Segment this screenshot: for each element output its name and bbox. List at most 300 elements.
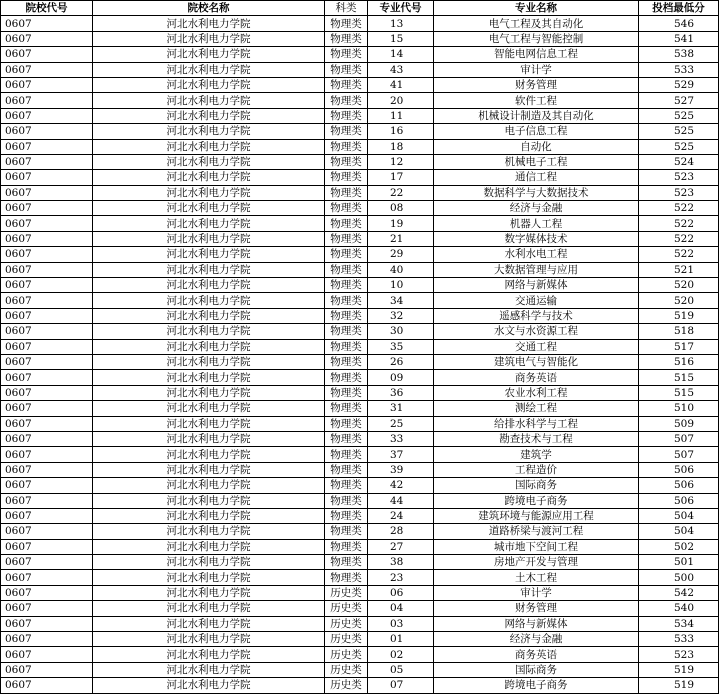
major-name-cell: 机械电子工程 bbox=[434, 154, 639, 169]
school-name-cell: 河北水利电力学院 bbox=[93, 385, 325, 400]
school-code-cell: 0607 bbox=[1, 247, 93, 262]
major-name-cell: 房地产开发与管理 bbox=[434, 555, 639, 570]
min-score-cell: 521 bbox=[639, 262, 719, 277]
major-name-cell: 商务英语 bbox=[434, 370, 639, 385]
major-name-cell: 给排水科学与工程 bbox=[434, 416, 639, 431]
min-score-cell: 534 bbox=[639, 616, 719, 631]
major-code-cell: 21 bbox=[368, 231, 434, 246]
major-code-cell: 08 bbox=[368, 201, 434, 216]
min-score-cell: 525 bbox=[639, 139, 719, 154]
major-code-cell: 30 bbox=[368, 324, 434, 339]
major-name-cell: 国际商务 bbox=[434, 662, 639, 677]
school-name-cell: 河北水利电力学院 bbox=[93, 493, 325, 508]
major-code-cell: 26 bbox=[368, 354, 434, 369]
major-code-cell: 09 bbox=[368, 370, 434, 385]
school-code-cell: 0607 bbox=[1, 555, 93, 570]
min-score-cell: 502 bbox=[639, 539, 719, 554]
major-code-cell: 04 bbox=[368, 601, 434, 616]
school-name-cell: 河北水利电力学院 bbox=[93, 278, 325, 293]
min-score-cell: 519 bbox=[639, 662, 719, 677]
school-code-cell: 0607 bbox=[1, 508, 93, 523]
subject-category-cell: 物理类 bbox=[325, 170, 368, 185]
major-code-cell: 12 bbox=[368, 154, 434, 169]
subject-category-cell: 物理类 bbox=[325, 216, 368, 231]
major-code-cell: 11 bbox=[368, 108, 434, 123]
subject-category-cell: 物理类 bbox=[325, 185, 368, 200]
table-row bbox=[1, 478, 719, 493]
subject-category-cell: 物理类 bbox=[325, 539, 368, 554]
subject-category-cell: 历史类 bbox=[325, 632, 368, 647]
table-row bbox=[1, 108, 719, 123]
school-code-cell: 0607 bbox=[1, 401, 93, 416]
school-name-cell: 河北水利电力学院 bbox=[93, 262, 325, 277]
school-code-cell: 0607 bbox=[1, 662, 93, 677]
major-name-cell: 数据科学与大数据技术 bbox=[434, 185, 639, 200]
table-row bbox=[1, 124, 719, 139]
school-name-cell: 河北水利电力学院 bbox=[93, 201, 325, 216]
table-row bbox=[1, 447, 719, 462]
major-code-cell: 25 bbox=[368, 416, 434, 431]
table-row bbox=[1, 324, 719, 339]
school-code-cell: 0607 bbox=[1, 416, 93, 431]
major-code-cell: 10 bbox=[368, 278, 434, 293]
header-subject-category: 科类 bbox=[325, 1, 368, 16]
major-code-cell: 28 bbox=[368, 524, 434, 539]
school-code-cell: 0607 bbox=[1, 139, 93, 154]
table-row bbox=[1, 47, 719, 62]
subject-category-cell: 物理类 bbox=[325, 370, 368, 385]
major-name-cell: 网络与新媒体 bbox=[434, 616, 639, 631]
table-row bbox=[1, 508, 719, 523]
header-major-name: 专业名称 bbox=[434, 1, 639, 16]
major-code-cell: 01 bbox=[368, 632, 434, 647]
school-code-cell: 0607 bbox=[1, 108, 93, 123]
min-score-cell: 540 bbox=[639, 601, 719, 616]
major-name-cell: 跨境电子商务 bbox=[434, 678, 639, 693]
school-code-cell: 0607 bbox=[1, 293, 93, 308]
school-code-cell: 0607 bbox=[1, 154, 93, 169]
major-code-cell: 39 bbox=[368, 462, 434, 477]
min-score-cell: 504 bbox=[639, 508, 719, 523]
school-code-cell: 0607 bbox=[1, 16, 93, 31]
school-name-cell: 河北水利电力学院 bbox=[93, 185, 325, 200]
major-code-cell: 37 bbox=[368, 447, 434, 462]
table-row bbox=[1, 539, 719, 554]
header-school-name: 院校名称 bbox=[93, 1, 325, 16]
table-row bbox=[1, 555, 719, 570]
school-code-cell: 0607 bbox=[1, 601, 93, 616]
subject-category-cell: 物理类 bbox=[325, 139, 368, 154]
major-name-cell: 水文与水资源工程 bbox=[434, 324, 639, 339]
major-code-cell: 27 bbox=[368, 539, 434, 554]
school-name-cell: 河北水利电力学院 bbox=[93, 570, 325, 585]
school-code-cell: 0607 bbox=[1, 278, 93, 293]
major-name-cell: 审计学 bbox=[434, 62, 639, 77]
school-code-cell: 0607 bbox=[1, 354, 93, 369]
major-name-cell: 土木工程 bbox=[434, 570, 639, 585]
table-row bbox=[1, 293, 719, 308]
major-code-cell: 23 bbox=[368, 570, 434, 585]
school-code-cell: 0607 bbox=[1, 570, 93, 585]
min-score-cell: 522 bbox=[639, 231, 719, 246]
min-score-cell: 523 bbox=[639, 170, 719, 185]
subject-category-cell: 历史类 bbox=[325, 616, 368, 631]
major-name-cell: 经济与金融 bbox=[434, 632, 639, 647]
major-name-cell: 机器人工程 bbox=[434, 216, 639, 231]
min-score-cell: 506 bbox=[639, 462, 719, 477]
subject-category-cell: 物理类 bbox=[325, 447, 368, 462]
subject-category-cell: 历史类 bbox=[325, 662, 368, 677]
table-row bbox=[1, 339, 719, 354]
min-score-cell: 506 bbox=[639, 478, 719, 493]
major-name-cell: 国际商务 bbox=[434, 478, 639, 493]
min-score-cell: 519 bbox=[639, 678, 719, 693]
table-row bbox=[1, 201, 719, 216]
school-name-cell: 河北水利电力学院 bbox=[93, 170, 325, 185]
min-score-cell: 542 bbox=[639, 585, 719, 600]
major-code-cell: 34 bbox=[368, 293, 434, 308]
major-name-cell: 勘查技术与工程 bbox=[434, 431, 639, 446]
major-code-cell: 38 bbox=[368, 555, 434, 570]
table-row bbox=[1, 462, 719, 477]
major-name-cell: 软件工程 bbox=[434, 93, 639, 108]
header-school-code: 院校代号 bbox=[1, 1, 93, 16]
subject-category-cell: 物理类 bbox=[325, 401, 368, 416]
subject-category-cell: 历史类 bbox=[325, 585, 368, 600]
subject-category-cell: 历史类 bbox=[325, 647, 368, 662]
subject-category-cell: 历史类 bbox=[325, 601, 368, 616]
major-name-cell: 经济与金融 bbox=[434, 201, 639, 216]
school-code-cell: 0607 bbox=[1, 370, 93, 385]
table-row bbox=[1, 370, 719, 385]
school-name-cell: 河北水利电力学院 bbox=[93, 354, 325, 369]
major-name-cell: 审计学 bbox=[434, 585, 639, 600]
school-name-cell: 河北水利电力学院 bbox=[93, 401, 325, 416]
school-code-cell: 0607 bbox=[1, 385, 93, 400]
school-code-cell: 0607 bbox=[1, 31, 93, 46]
min-score-cell: 516 bbox=[639, 354, 719, 369]
subject-category-cell: 物理类 bbox=[325, 478, 368, 493]
subject-category-cell: 物理类 bbox=[325, 339, 368, 354]
school-code-cell: 0607 bbox=[1, 262, 93, 277]
min-score-cell: 525 bbox=[639, 124, 719, 139]
school-name-cell: 河北水利电力学院 bbox=[93, 108, 325, 123]
school-name-cell: 河北水利电力学院 bbox=[93, 293, 325, 308]
subject-category-cell: 物理类 bbox=[325, 77, 368, 92]
school-code-cell: 0607 bbox=[1, 524, 93, 539]
min-score-cell: 520 bbox=[639, 278, 719, 293]
subject-category-cell: 物理类 bbox=[325, 431, 368, 446]
school-name-cell: 河北水利电力学院 bbox=[93, 524, 325, 539]
major-code-cell: 24 bbox=[368, 508, 434, 523]
school-name-cell: 河北水利电力学院 bbox=[93, 416, 325, 431]
school-name-cell: 河北水利电力学院 bbox=[93, 647, 325, 662]
min-score-cell: 529 bbox=[639, 77, 719, 92]
school-code-cell: 0607 bbox=[1, 678, 93, 693]
min-score-cell: 520 bbox=[639, 293, 719, 308]
table-row bbox=[1, 401, 719, 416]
subject-category-cell: 物理类 bbox=[325, 570, 368, 585]
school-name-cell: 河北水利电力学院 bbox=[93, 247, 325, 262]
subject-category-cell: 物理类 bbox=[325, 278, 368, 293]
subject-category-cell: 物理类 bbox=[325, 247, 368, 262]
school-name-cell: 河北水利电力学院 bbox=[93, 601, 325, 616]
school-name-cell: 河北水利电力学院 bbox=[93, 124, 325, 139]
school-code-cell: 0607 bbox=[1, 308, 93, 323]
school-name-cell: 河北水利电力学院 bbox=[93, 339, 325, 354]
major-name-cell: 商务英语 bbox=[434, 647, 639, 662]
major-name-cell: 财务管理 bbox=[434, 601, 639, 616]
subject-category-cell: 物理类 bbox=[325, 385, 368, 400]
table-row bbox=[1, 601, 719, 616]
min-score-cell: 507 bbox=[639, 431, 719, 446]
subject-category-cell: 物理类 bbox=[325, 31, 368, 46]
subject-category-cell: 物理类 bbox=[325, 416, 368, 431]
major-name-cell: 机械设计制造及其自动化 bbox=[434, 108, 639, 123]
table-row bbox=[1, 170, 719, 185]
subject-category-cell: 物理类 bbox=[325, 508, 368, 523]
major-name-cell: 智能电网信息工程 bbox=[434, 47, 639, 62]
min-score-cell: 504 bbox=[639, 524, 719, 539]
min-score-cell: 507 bbox=[639, 447, 719, 462]
min-score-cell: 546 bbox=[639, 16, 719, 31]
major-name-cell: 农业水利工程 bbox=[434, 385, 639, 400]
school-code-cell: 0607 bbox=[1, 431, 93, 446]
min-score-cell: 541 bbox=[639, 31, 719, 46]
school-name-cell: 河北水利电力学院 bbox=[93, 154, 325, 169]
school-name-cell: 河北水利电力学院 bbox=[93, 216, 325, 231]
school-name-cell: 河北水利电力学院 bbox=[93, 662, 325, 677]
major-name-cell: 电子信息工程 bbox=[434, 124, 639, 139]
min-score-cell: 501 bbox=[639, 555, 719, 570]
subject-category-cell: 物理类 bbox=[325, 493, 368, 508]
min-score-cell: 533 bbox=[639, 62, 719, 77]
subject-category-cell: 物理类 bbox=[325, 354, 368, 369]
major-name-cell: 电气工程及其自动化 bbox=[434, 16, 639, 31]
school-name-cell: 河北水利电力学院 bbox=[93, 462, 325, 477]
major-name-cell: 建筑电气与智能化 bbox=[434, 354, 639, 369]
major-code-cell: 44 bbox=[368, 493, 434, 508]
major-code-cell: 43 bbox=[368, 62, 434, 77]
major-code-cell: 22 bbox=[368, 185, 434, 200]
header-min-score: 投档最低分 bbox=[639, 1, 719, 16]
subject-category-cell: 历史类 bbox=[325, 678, 368, 693]
major-code-cell: 32 bbox=[368, 308, 434, 323]
min-score-cell: 517 bbox=[639, 339, 719, 354]
major-code-cell: 17 bbox=[368, 170, 434, 185]
school-code-cell: 0607 bbox=[1, 647, 93, 662]
major-code-cell: 36 bbox=[368, 385, 434, 400]
major-name-cell: 交通工程 bbox=[434, 339, 639, 354]
school-code-cell: 0607 bbox=[1, 632, 93, 647]
major-code-cell: 20 bbox=[368, 93, 434, 108]
table-row bbox=[1, 31, 719, 46]
school-code-cell: 0607 bbox=[1, 339, 93, 354]
table-row bbox=[1, 308, 719, 323]
subject-category-cell: 物理类 bbox=[325, 293, 368, 308]
subject-category-cell: 物理类 bbox=[325, 124, 368, 139]
major-code-cell: 18 bbox=[368, 139, 434, 154]
school-name-cell: 河北水利电力学院 bbox=[93, 77, 325, 92]
major-name-cell: 遥感科学与技术 bbox=[434, 308, 639, 323]
min-score-cell: 518 bbox=[639, 324, 719, 339]
school-name-cell: 河北水利电力学院 bbox=[93, 139, 325, 154]
school-name-cell: 河北水利电力学院 bbox=[93, 632, 325, 647]
school-name-cell: 河北水利电力学院 bbox=[93, 616, 325, 631]
school-code-cell: 0607 bbox=[1, 201, 93, 216]
major-name-cell: 财务管理 bbox=[434, 77, 639, 92]
min-score-cell: 523 bbox=[639, 185, 719, 200]
table-row bbox=[1, 93, 719, 108]
major-code-cell: 33 bbox=[368, 431, 434, 446]
major-code-cell: 31 bbox=[368, 401, 434, 416]
school-name-cell: 河北水利电力学院 bbox=[93, 324, 325, 339]
min-score-cell: 515 bbox=[639, 385, 719, 400]
table-row bbox=[1, 570, 719, 585]
school-code-cell: 0607 bbox=[1, 493, 93, 508]
school-code-cell: 0607 bbox=[1, 462, 93, 477]
school-code-cell: 0607 bbox=[1, 447, 93, 462]
school-name-cell: 河北水利电力学院 bbox=[93, 370, 325, 385]
school-code-cell: 0607 bbox=[1, 231, 93, 246]
min-score-cell: 509 bbox=[639, 416, 719, 431]
min-score-cell: 525 bbox=[639, 108, 719, 123]
min-score-cell: 510 bbox=[639, 401, 719, 416]
major-name-cell: 建筑环境与能源应用工程 bbox=[434, 508, 639, 523]
table-row bbox=[1, 662, 719, 677]
school-name-cell: 河北水利电力学院 bbox=[93, 539, 325, 554]
table-row bbox=[1, 431, 719, 446]
school-code-cell: 0607 bbox=[1, 170, 93, 185]
school-code-cell: 0607 bbox=[1, 47, 93, 62]
major-code-cell: 14 bbox=[368, 47, 434, 62]
table-row bbox=[1, 493, 719, 508]
school-name-cell: 河北水利电力学院 bbox=[93, 93, 325, 108]
major-code-cell: 40 bbox=[368, 262, 434, 277]
header-major-code: 专业代号 bbox=[368, 1, 434, 16]
min-score-cell: 500 bbox=[639, 570, 719, 585]
table-row bbox=[1, 678, 719, 693]
min-score-cell: 522 bbox=[639, 247, 719, 262]
subject-category-cell: 物理类 bbox=[325, 262, 368, 277]
subject-category-cell: 物理类 bbox=[325, 462, 368, 477]
table-row bbox=[1, 139, 719, 154]
table-row bbox=[1, 647, 719, 662]
subject-category-cell: 物理类 bbox=[325, 324, 368, 339]
table-row bbox=[1, 616, 719, 631]
min-score-cell: 523 bbox=[639, 647, 719, 662]
school-code-cell: 0607 bbox=[1, 62, 93, 77]
school-name-cell: 河北水利电力学院 bbox=[93, 47, 325, 62]
school-code-cell: 0607 bbox=[1, 93, 93, 108]
min-score-cell: 515 bbox=[639, 370, 719, 385]
school-code-cell: 0607 bbox=[1, 539, 93, 554]
major-name-cell: 交通运输 bbox=[434, 293, 639, 308]
major-name-cell: 电气工程与智能控制 bbox=[434, 31, 639, 46]
major-name-cell: 大数据管理与应用 bbox=[434, 262, 639, 277]
school-code-cell: 0607 bbox=[1, 216, 93, 231]
major-code-cell: 13 bbox=[368, 16, 434, 31]
major-code-cell: 29 bbox=[368, 247, 434, 262]
major-code-cell: 16 bbox=[368, 124, 434, 139]
major-name-cell: 水利水电工程 bbox=[434, 247, 639, 262]
school-name-cell: 河北水利电力学院 bbox=[93, 508, 325, 523]
school-name-cell: 河北水利电力学院 bbox=[93, 16, 325, 31]
major-name-cell: 网络与新媒体 bbox=[434, 278, 639, 293]
school-name-cell: 河北水利电力学院 bbox=[93, 308, 325, 323]
major-code-cell: 35 bbox=[368, 339, 434, 354]
school-code-cell: 0607 bbox=[1, 185, 93, 200]
subject-category-cell: 物理类 bbox=[325, 47, 368, 62]
table-row bbox=[1, 231, 719, 246]
school-name-cell: 河北水利电力学院 bbox=[93, 478, 325, 493]
school-name-cell: 河北水利电力学院 bbox=[93, 62, 325, 77]
major-code-cell: 15 bbox=[368, 31, 434, 46]
subject-category-cell: 物理类 bbox=[325, 108, 368, 123]
table-row bbox=[1, 632, 719, 647]
major-code-cell: 07 bbox=[368, 678, 434, 693]
table-row bbox=[1, 416, 719, 431]
major-code-cell: 42 bbox=[368, 478, 434, 493]
table-row bbox=[1, 385, 719, 400]
min-score-cell: 524 bbox=[639, 154, 719, 169]
table-row bbox=[1, 247, 719, 262]
school-name-cell: 河北水利电力学院 bbox=[93, 231, 325, 246]
major-name-cell: 数字媒体技术 bbox=[434, 231, 639, 246]
subject-category-cell: 物理类 bbox=[325, 16, 368, 31]
table-row bbox=[1, 77, 719, 92]
table-row bbox=[1, 16, 719, 31]
subject-category-cell: 物理类 bbox=[325, 555, 368, 570]
school-name-cell: 河北水利电力学院 bbox=[93, 31, 325, 46]
school-name-cell: 河北水利电力学院 bbox=[93, 555, 325, 570]
major-name-cell: 工程造价 bbox=[434, 462, 639, 477]
major-code-cell: 05 bbox=[368, 662, 434, 677]
major-name-cell: 测绘工程 bbox=[434, 401, 639, 416]
table-row bbox=[1, 262, 719, 277]
school-code-cell: 0607 bbox=[1, 616, 93, 631]
school-name-cell: 河北水利电力学院 bbox=[93, 585, 325, 600]
major-code-cell: 02 bbox=[368, 647, 434, 662]
table-row bbox=[1, 185, 719, 200]
major-code-cell: 06 bbox=[368, 585, 434, 600]
min-score-cell: 527 bbox=[639, 93, 719, 108]
school-name-cell: 河北水利电力学院 bbox=[93, 447, 325, 462]
school-code-cell: 0607 bbox=[1, 585, 93, 600]
major-name-cell: 通信工程 bbox=[434, 170, 639, 185]
min-score-cell: 533 bbox=[639, 632, 719, 647]
table-row bbox=[1, 585, 719, 600]
major-name-cell: 自动化 bbox=[434, 139, 639, 154]
table-row bbox=[1, 524, 719, 539]
major-code-cell: 41 bbox=[368, 77, 434, 92]
table-row bbox=[1, 154, 719, 169]
header-row bbox=[1, 1, 719, 16]
subject-category-cell: 物理类 bbox=[325, 93, 368, 108]
major-name-cell: 道路桥梁与渡河工程 bbox=[434, 524, 639, 539]
subject-category-cell: 物理类 bbox=[325, 308, 368, 323]
min-score-cell: 506 bbox=[639, 493, 719, 508]
school-code-cell: 0607 bbox=[1, 77, 93, 92]
subject-category-cell: 物理类 bbox=[325, 62, 368, 77]
subject-category-cell: 物理类 bbox=[325, 524, 368, 539]
major-name-cell: 跨境电子商务 bbox=[434, 493, 639, 508]
min-score-cell: 519 bbox=[639, 308, 719, 323]
major-code-cell: 03 bbox=[368, 616, 434, 631]
school-code-cell: 0607 bbox=[1, 478, 93, 493]
school-code-cell: 0607 bbox=[1, 324, 93, 339]
subject-category-cell: 物理类 bbox=[325, 154, 368, 169]
